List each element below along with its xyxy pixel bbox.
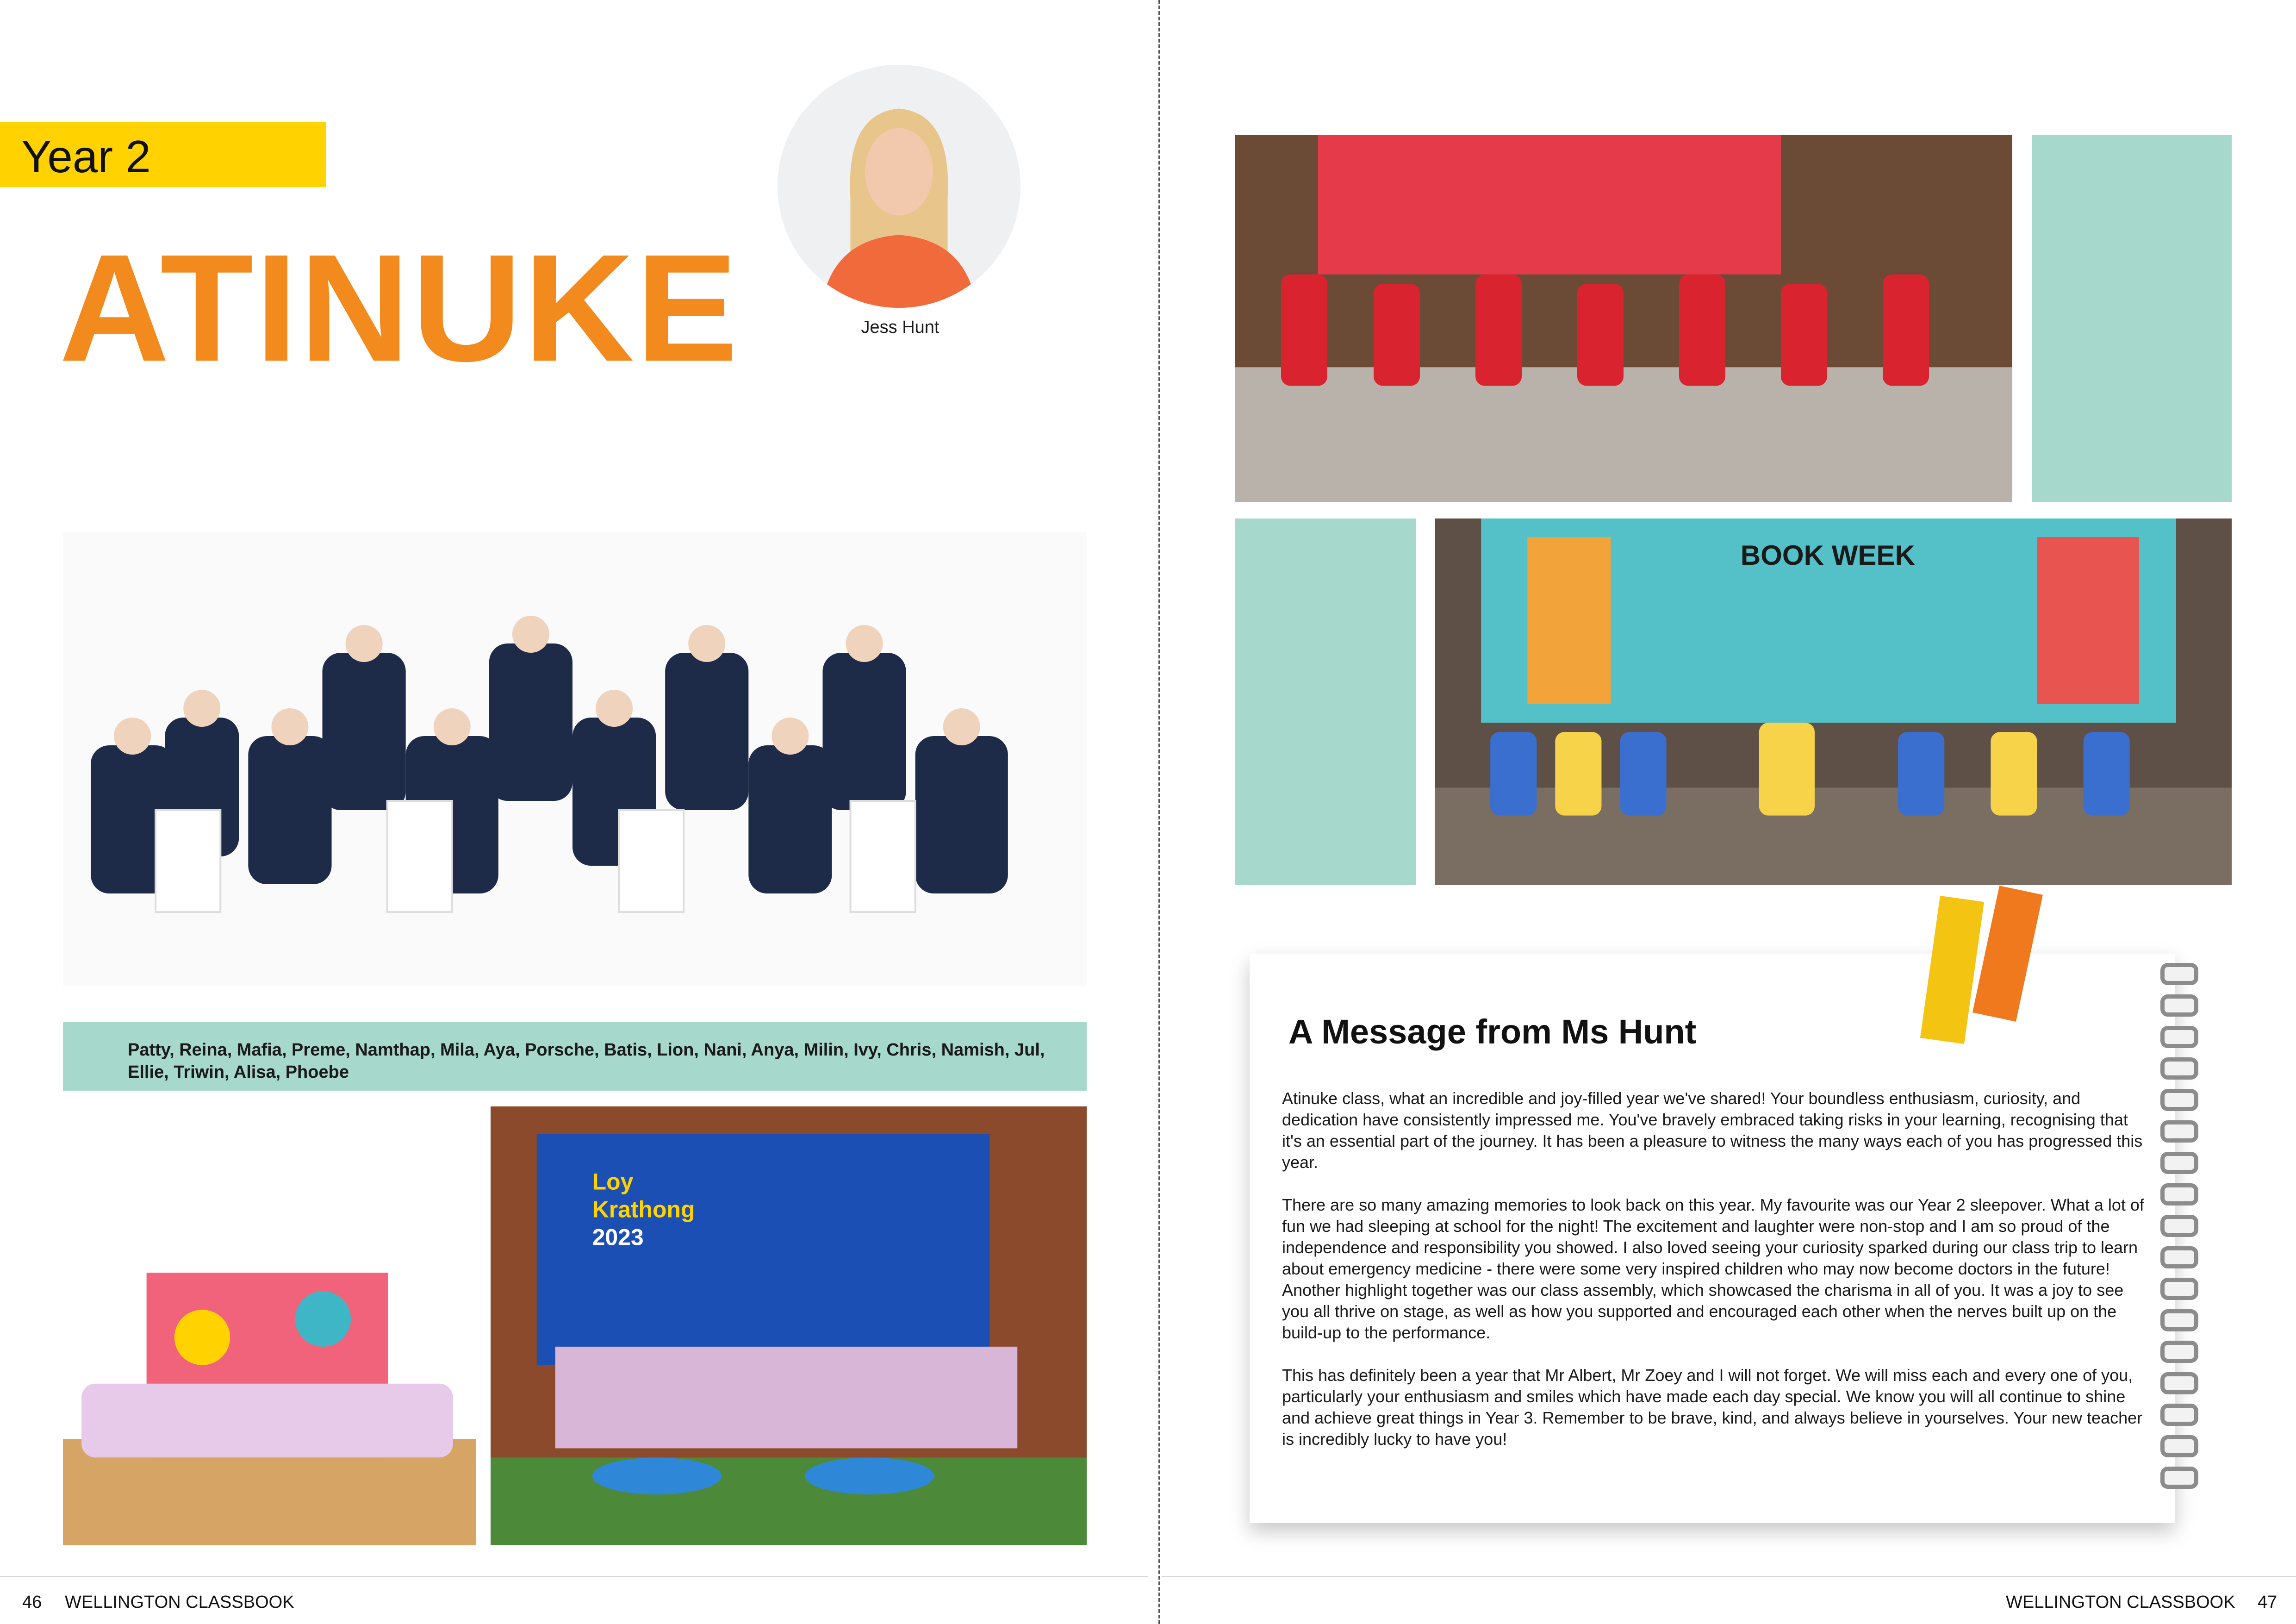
right-publication-name: WELLINGTON CLASSBOOK bbox=[2006, 1593, 2235, 1612]
teal-panel-middle bbox=[1235, 518, 1416, 885]
ring-icon bbox=[2160, 1152, 2198, 1174]
ring-icon bbox=[2160, 1246, 2198, 1268]
book-week-label: BOOK WEEK bbox=[1740, 540, 1915, 571]
lunar-new-year-photo bbox=[1235, 135, 2012, 502]
ring-icon bbox=[2160, 1278, 2198, 1300]
ring-icon bbox=[2160, 1309, 2198, 1331]
ring-icon bbox=[2160, 1089, 2198, 1111]
left-publication-name: WELLINGTON CLASSBOOK bbox=[65, 1593, 294, 1612]
ring-icon bbox=[2160, 1026, 2198, 1048]
class-title: ATINUKE bbox=[59, 222, 740, 393]
loy-krathong-label-line2: Krathong bbox=[592, 1196, 695, 1223]
year-tag bbox=[0, 122, 326, 187]
year-tag-label: Year 2 bbox=[21, 131, 151, 182]
right-page-number: 47 bbox=[2258, 1593, 2277, 1612]
message-paragraph: Atinuke class, what an incredible and joy-filled year we've shared! Your boundless enthusiasm, curiosity, and dedication have consistently impressed me. You've bravely embraced taking risks in your learning, recognising that it's an essential part of the journey. It has been a pleasure to witness the many ways each of you has progressed this year. bbox=[1282, 1089, 2143, 1172]
loy-krathong-year: 2023 bbox=[592, 1224, 644, 1250]
ring-icon bbox=[2160, 963, 2198, 985]
teal-panel-top bbox=[2032, 135, 2232, 502]
right-footer-rule bbox=[1162, 1576, 2296, 1577]
ring-icon bbox=[2160, 1341, 2198, 1363]
notebook-rings bbox=[2160, 963, 2193, 1491]
ring-icon bbox=[2160, 1467, 2198, 1489]
student-names: Patty, Reina, Mafia, Preme, Namthap, Mila, Aya, Porsche, Batis, Lion, Nani, Anya, Milin, Ivy, Chris, Namish, Jul, Ellie, Triwin, Alisa, Phoebe bbox=[128, 1040, 1045, 1082]
loy-krathong-label-line1: Loy bbox=[592, 1168, 634, 1195]
party-class-photo bbox=[63, 1106, 476, 1545]
ring-icon bbox=[2160, 1215, 2198, 1237]
message-body bbox=[1282, 1088, 2152, 1471]
teacher-portrait bbox=[778, 65, 1020, 308]
book-week-photo bbox=[1435, 518, 2232, 885]
teacher-portrait-image bbox=[778, 65, 1020, 308]
spine-fold bbox=[1158, 0, 1160, 1624]
ring-icon bbox=[2160, 1372, 2198, 1394]
teacher-name: Jess Hunt bbox=[861, 318, 940, 337]
ring-icon bbox=[2160, 1183, 2198, 1206]
message-paragraph: There are so many amazing memories to look back on this year. My favourite was our Year 2 sleepover. What a lot of fun we had sleeping at school for the night! The excitement and laughter were non-stop and I am so proud of the independence and responsibility you showed. I also loved seeing your curiosity sparked during our class trip to learn about emergency medicine - there were some very inspired children who may now become doctors in the future! Another highlight together was our class assembly, which showcased the charisma in all of you. It was a joy to see you all thrive on stage, as well as how you supported and encouraged each other when the nerves built up on the build-up to the performance. bbox=[1282, 1195, 2144, 1342]
ring-icon bbox=[2160, 1435, 2198, 1457]
left-footer-rule bbox=[0, 1576, 1148, 1577]
ring-icon bbox=[2160, 1404, 2198, 1426]
message-paragraph: This has definitely been a year that Mr Albert, Mr Zoey and I will not forget. We will miss each and every one of you, particularly your enthusiasm and smiles which have made each day special. We know you will all continue to shine and achieve great things in Year 3. Remember to be brave, kind, and always believe in yourselves. Your new teacher is incredibly lucky to have you! bbox=[1282, 1366, 2143, 1449]
ring-icon bbox=[2160, 1057, 2198, 1080]
left-page-number: 46 bbox=[22, 1593, 42, 1612]
class-group-photo bbox=[63, 532, 1087, 986]
message-title: A Message from Ms Hunt bbox=[1288, 1012, 1697, 1051]
ring-icon bbox=[2160, 994, 2198, 1017]
ring-icon bbox=[2160, 1120, 2198, 1143]
student-names-bar bbox=[63, 1022, 1087, 1091]
loy-krathong-photo bbox=[491, 1106, 1087, 1545]
